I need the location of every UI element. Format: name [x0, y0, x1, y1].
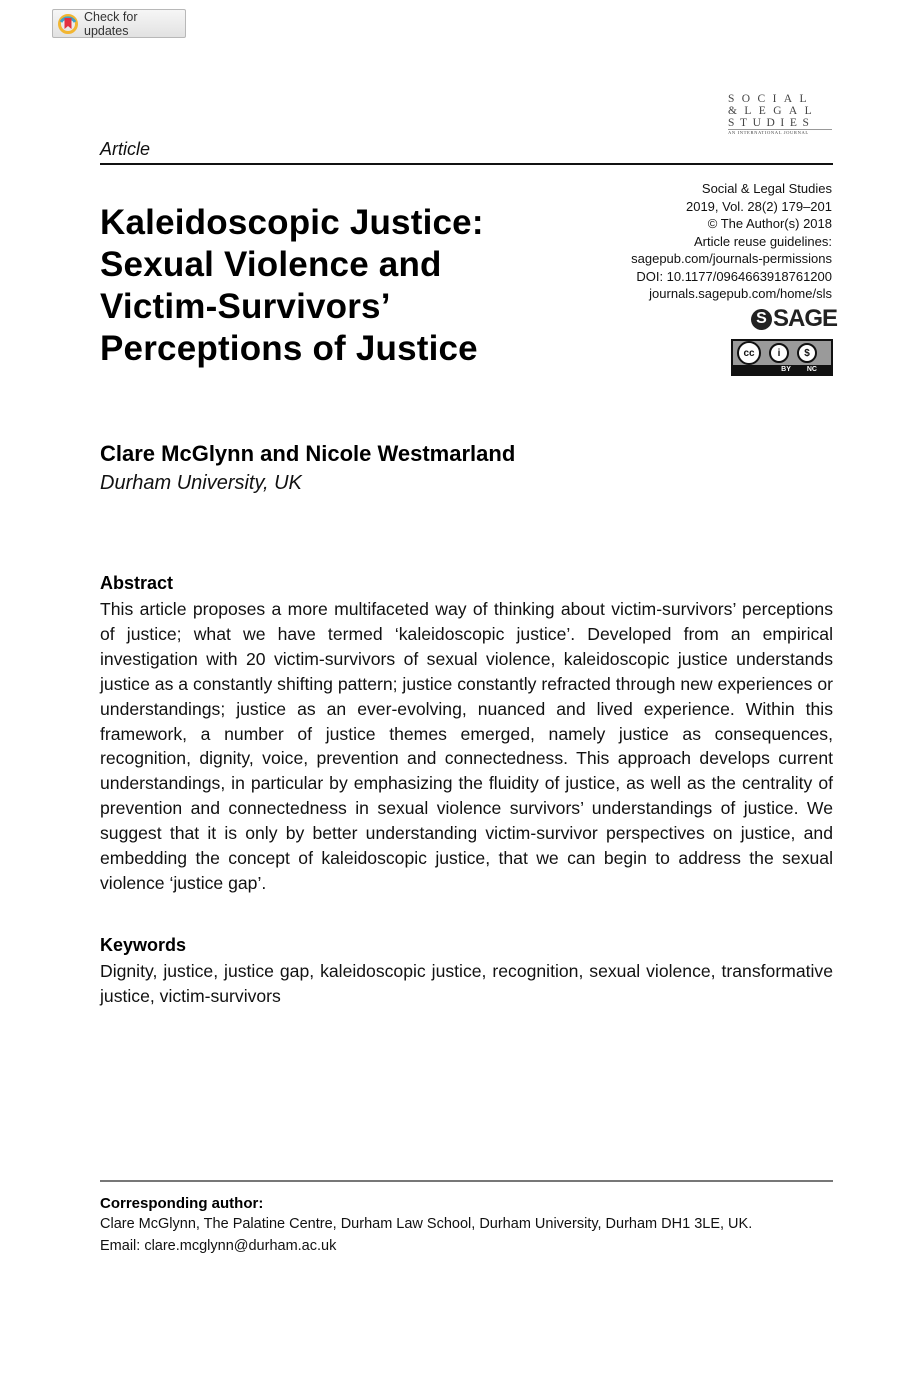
journal-link[interactable]: journals.sagepub.com/home/sls — [649, 286, 832, 301]
sage-wordmark: SAGE — [773, 305, 838, 332]
check-for-updates-label: Check for updates — [84, 9, 138, 38]
abstract-heading: Abstract — [100, 573, 174, 593]
affiliation: Durham University, UK — [100, 472, 302, 494]
journal-logo-line-3: STUDIES — [728, 117, 815, 129]
corresponding-author-email[interactable]: Email: clare.mcglynn@durham.ac.uk — [100, 1238, 337, 1254]
noncommercial-icon: $ — [797, 343, 817, 363]
footer-divider — [100, 1180, 833, 1182]
sage-logo — [751, 306, 837, 332]
attribution-icon: i — [769, 343, 789, 363]
article-title: Kaleidoscopic Justice: Sexual Violence and Victim-Survivors’ Perceptions of Justice — [100, 203, 484, 368]
journal-name: Social & Legal Studies — [701, 181, 832, 196]
doi-link[interactable]: DOI: 10.1177/0964663918761200 — [636, 268, 832, 284]
corresponding-author-heading: Corresponding author: — [100, 1195, 264, 1212]
crossmark-icon — [58, 14, 78, 34]
section-label: Article — [100, 139, 151, 159]
journal-logo-line-2: &LEGAL — [728, 105, 820, 117]
abstract-body: This article proposes a more multifaceted way of thinking about victim-survivors’ perceptions of justice; what we have termed ‘kaleidoscopic justice’. Developed from an empirical investigation with 20 victim-survivors of sexual violence, kaleidoscopic justice understands justice as a constantly shifting pattern; justice constantly refracted through new experiences or understandings; justice as an ever-evolving, nuanced and lived experience. Within this framework, a number of justice themes emerged, namely justice as consequences, recognition, dignity, voice, prevention and connectedness. This approach develops current understandings, in particular by emphasizing the fluidity of justice, as well as the centrality of prevention and connectedness in sexual violence survivors’ understandings of justice. We suggest that it is only by better understanding victim-survivor perspectives on justice, and embedding the concept of kaleidoscopic justice, that we can begin to address the sexual violence ‘justice gap’. — [100, 599, 833, 893]
reuse-label: Article reuse guidelines: — [693, 233, 832, 249]
sage-mark-icon: S — [751, 309, 772, 330]
keywords-heading: Keywords — [100, 935, 187, 955]
reuse-link[interactable]: sagepub.com/journals-permissions — [631, 251, 832, 266]
nc-label: NC — [806, 366, 817, 373]
volume-info: 2019, Vol. 28(2) 179–201 — [685, 198, 832, 214]
by-label: BY — [781, 366, 791, 373]
journal-logo — [728, 93, 832, 136]
keywords-body: Dignity, justice, justice gap, kaleidoscopic justice, recognition, sexual violence, transformative justice, victim-survivors — [100, 961, 833, 1006]
publication-metadata — [631, 180, 832, 303]
cc-by-nc-license-badge[interactable] — [731, 339, 833, 376]
journal-logo-line-1: SOCIAL — [728, 93, 814, 105]
journal-logo-subtitle: AN INTERNATIONAL JOURNAL — [728, 129, 832, 136]
header-divider — [100, 163, 833, 165]
check-for-updates-button[interactable] — [52, 9, 186, 38]
cc-icon: cc — [737, 341, 761, 365]
authors: Clare McGlynn and Nicole Westmarland — [100, 441, 516, 466]
corresponding-author-address: Clare McGlynn, The Palatine Centre, Durham Law School, Durham University, Durham DH1 3LE, UK. — [100, 1216, 753, 1232]
copyright: © The Author(s) 2018 — [707, 216, 832, 231]
